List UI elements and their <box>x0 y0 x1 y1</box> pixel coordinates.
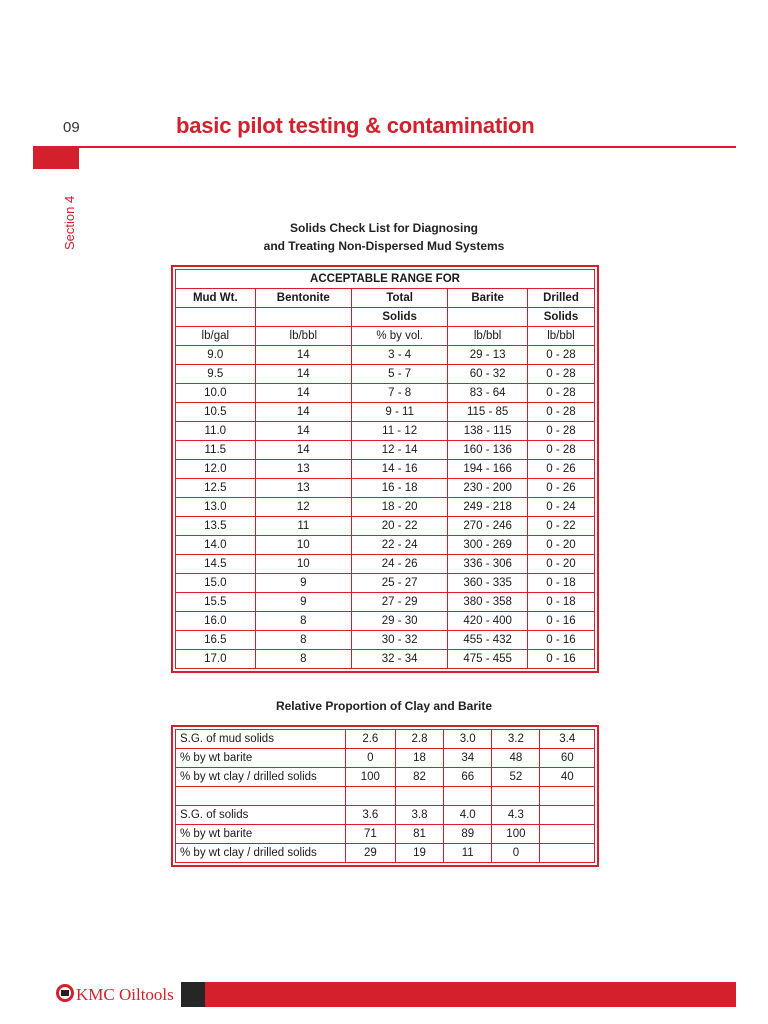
table-row <box>176 730 595 749</box>
table-cell: 3.0 <box>444 730 492 749</box>
table-row <box>176 365 595 384</box>
col-drilled-solids-cont: Solids <box>527 308 594 327</box>
table-cell: 4.0 <box>444 806 492 825</box>
table-cell: 9 <box>255 574 351 593</box>
table-cell <box>540 806 595 825</box>
table-cell: 40 <box>540 768 595 787</box>
table-cell: 0 - 26 <box>527 479 594 498</box>
table-row <box>176 441 595 460</box>
table-cell: 380 - 358 <box>448 593 528 612</box>
table-cell: 15.0 <box>176 574 256 593</box>
table-cell: 11 <box>255 517 351 536</box>
row-label: % by wt clay / drilled solids <box>176 768 346 787</box>
table-cell: 81 <box>395 825 443 844</box>
solids-checklist-body <box>176 327 595 669</box>
kmc-oiltools-logo <box>56 984 174 1005</box>
table1-heading-line1: Solids Check List for Diagnosing <box>289 221 479 235</box>
table-cell: 4.3 <box>492 806 540 825</box>
table-cell: 360 - 335 <box>448 574 528 593</box>
table-row <box>176 650 595 669</box>
table-cell: 0 - 16 <box>527 612 594 631</box>
table-cell: 8 <box>255 650 351 669</box>
table-cell: 29 - 30 <box>351 612 447 631</box>
table-row <box>176 460 595 479</box>
table-cell <box>444 787 492 806</box>
table-cell: 9 <box>255 593 351 612</box>
table-cell <box>492 787 540 806</box>
table-cell: 11 - 12 <box>351 422 447 441</box>
table-cell: 13.5 <box>176 517 256 536</box>
table-cell: 100 <box>492 825 540 844</box>
table-cell <box>540 844 595 863</box>
unit-cell: % by vol. <box>351 327 447 346</box>
table-cell <box>345 787 395 806</box>
table-cell: 138 - 115 <box>448 422 528 441</box>
table-cell: 14 <box>255 384 351 403</box>
col-total-solids: Total <box>351 289 447 308</box>
table-cell: 8 <box>255 612 351 631</box>
table-cell: 14 <box>255 365 351 384</box>
table-cell: 230 - 200 <box>448 479 528 498</box>
table-cell: 27 - 29 <box>351 593 447 612</box>
row-label: S.G. of mud solids <box>176 730 346 749</box>
table-cell: 475 - 455 <box>448 650 528 669</box>
col-barite-cont <box>448 308 528 327</box>
table-cell: 0 - 20 <box>527 555 594 574</box>
table-row <box>176 749 595 768</box>
table-cell <box>540 825 595 844</box>
col-mud-wt-cont <box>176 308 256 327</box>
table-cell: 29 - 13 <box>448 346 528 365</box>
table-cell: 2.6 <box>345 730 395 749</box>
col-barite: Barite <box>448 289 528 308</box>
table-cell: 3 - 4 <box>351 346 447 365</box>
table-cell: 14 <box>255 441 351 460</box>
table2-heading: Relative Proportion of Clay and Barite <box>275 699 493 713</box>
row-label: % by wt clay / drilled solids <box>176 844 346 863</box>
table-cell: 22 - 24 <box>351 536 447 555</box>
table-cell: 12.5 <box>176 479 256 498</box>
solids-checklist-table-frame <box>171 265 599 673</box>
table-cell: 11.5 <box>176 441 256 460</box>
table-cell: 10.0 <box>176 384 256 403</box>
table-cell <box>395 787 443 806</box>
table-cell: 5 - 7 <box>351 365 447 384</box>
table-cell: 115 - 85 <box>448 403 528 422</box>
units-row <box>176 327 595 346</box>
table-cell: 16 - 18 <box>351 479 447 498</box>
table-cell: 83 - 64 <box>448 384 528 403</box>
table-row <box>176 768 595 787</box>
table-row <box>176 498 595 517</box>
table-cell: 14 - 16 <box>351 460 447 479</box>
table-cell: 455 - 432 <box>448 631 528 650</box>
table-cell: 0 - 28 <box>527 346 594 365</box>
table-cell: 17.0 <box>176 650 256 669</box>
table-cell: 420 - 400 <box>448 612 528 631</box>
page-title: basic pilot testing & contamination <box>176 113 535 138</box>
table-cell: 13.0 <box>176 498 256 517</box>
footer-red-bar <box>205 982 736 1007</box>
kmc-logo-icon <box>56 984 74 1002</box>
table-cell: 13 <box>255 460 351 479</box>
table1-heading-line2: and Treating Non-Dispersed Mud Systems <box>263 239 505 253</box>
table-cell: 0 <box>345 749 395 768</box>
table-cell: 3.4 <box>540 730 595 749</box>
table-cell: 19 <box>395 844 443 863</box>
table-cell: 9.5 <box>176 365 256 384</box>
table-cell: 2.8 <box>395 730 443 749</box>
table-cell: 0 - 24 <box>527 498 594 517</box>
table-cell: 0 - 28 <box>527 365 594 384</box>
table-row <box>176 787 595 806</box>
table-row <box>176 555 595 574</box>
table-cell: 249 - 218 <box>448 498 528 517</box>
table-cell: 13 <box>255 479 351 498</box>
col-drilled-solids: Drilled <box>527 289 594 308</box>
table-cell: 0 - 16 <box>527 650 594 669</box>
table-cell: 0 - 28 <box>527 384 594 403</box>
clay-barite-body <box>176 730 595 863</box>
clay-barite-table-frame <box>171 725 599 867</box>
table-row <box>176 422 595 441</box>
table-cell: 11 <box>444 844 492 863</box>
table-row <box>176 631 595 650</box>
table-cell <box>540 787 595 806</box>
row-label: % by wt barite <box>176 825 346 844</box>
table-cell: 60 <box>540 749 595 768</box>
table-cell: 300 - 269 <box>448 536 528 555</box>
table-cell: 82 <box>395 768 443 787</box>
table-cell: 15.5 <box>176 593 256 612</box>
table-row <box>176 574 595 593</box>
acceptable-range-header: ACCEPTABLE RANGE FOR <box>176 270 595 289</box>
table-cell: 18 <box>395 749 443 768</box>
row-label: % by wt barite <box>176 749 346 768</box>
table-cell: 270 - 246 <box>448 517 528 536</box>
table-cell: 12 - 14 <box>351 441 447 460</box>
table-row <box>176 403 595 422</box>
table-cell: 0 - 28 <box>527 403 594 422</box>
table-cell: 16.0 <box>176 612 256 631</box>
table-cell: 0 - 22 <box>527 517 594 536</box>
table-cell: 100 <box>345 768 395 787</box>
table-cell: 0 <box>492 844 540 863</box>
table-cell: 29 <box>345 844 395 863</box>
table-cell: 24 - 26 <box>351 555 447 574</box>
table-cell: 0 - 20 <box>527 536 594 555</box>
table-cell: 32 - 34 <box>351 650 447 669</box>
unit-cell: lb/bbl <box>448 327 528 346</box>
table-cell: 0 - 28 <box>527 441 594 460</box>
logo-text: KMC Oiltools <box>76 985 174 1004</box>
section-tab <box>33 146 79 169</box>
table-cell: 0 - 16 <box>527 631 594 650</box>
solids-checklist-table <box>175 269 595 669</box>
table-cell: 14 <box>255 346 351 365</box>
table-cell: 9 - 11 <box>351 403 447 422</box>
table-cell: 12 <box>255 498 351 517</box>
row-label <box>176 787 346 806</box>
table-cell: 14 <box>255 403 351 422</box>
table-cell: 18 - 20 <box>351 498 447 517</box>
footer-dark-block <box>181 982 205 1007</box>
table-cell: 48 <box>492 749 540 768</box>
table-row <box>176 593 595 612</box>
section-label: Section 4 <box>62 195 77 250</box>
table-cell: 0 - 18 <box>527 593 594 612</box>
table-cell: 14 <box>255 422 351 441</box>
col-bentonite: Bentonite <box>255 289 351 308</box>
table-row <box>176 384 595 403</box>
row-label: S.G. of solids <box>176 806 346 825</box>
unit-cell: lb/bbl <box>255 327 351 346</box>
table-row <box>176 825 595 844</box>
unit-cell: lb/bbl <box>527 327 594 346</box>
table-cell: 11.0 <box>176 422 256 441</box>
table-cell: 8 <box>255 631 351 650</box>
table-cell: 9.0 <box>176 346 256 365</box>
col-bentonite-cont <box>255 308 351 327</box>
table-row <box>176 517 595 536</box>
header-rule <box>33 146 736 148</box>
table1-heading <box>0 219 768 255</box>
table-row <box>176 806 595 825</box>
table-cell: 336 - 306 <box>448 555 528 574</box>
table-cell: 10.5 <box>176 403 256 422</box>
table-cell: 10 <box>255 536 351 555</box>
table-row <box>176 346 595 365</box>
table-cell: 20 - 22 <box>351 517 447 536</box>
col-mud-wt: Mud Wt. <box>176 289 256 308</box>
table-cell: 3.6 <box>345 806 395 825</box>
table-cell: 194 - 166 <box>448 460 528 479</box>
clay-barite-table <box>175 729 595 863</box>
table-cell: 16.5 <box>176 631 256 650</box>
table-cell: 89 <box>444 825 492 844</box>
unit-cell: lb/gal <box>176 327 256 346</box>
table-cell: 0 - 26 <box>527 460 594 479</box>
table-cell: 30 - 32 <box>351 631 447 650</box>
table-row <box>176 612 595 631</box>
page-number: 09 <box>63 119 80 136</box>
table-row <box>176 844 595 863</box>
table-cell: 0 - 18 <box>527 574 594 593</box>
col-total-solids-cont: Solids <box>351 308 447 327</box>
table-cell: 160 - 136 <box>448 441 528 460</box>
table-cell: 0 - 28 <box>527 422 594 441</box>
table-cell: 34 <box>444 749 492 768</box>
table-cell: 12.0 <box>176 460 256 479</box>
table-cell: 14.0 <box>176 536 256 555</box>
table-cell: 3.8 <box>395 806 443 825</box>
table-row <box>176 479 595 498</box>
table-cell: 25 - 27 <box>351 574 447 593</box>
table-cell: 10 <box>255 555 351 574</box>
table-cell: 52 <box>492 768 540 787</box>
table-cell: 71 <box>345 825 395 844</box>
table-cell: 66 <box>444 768 492 787</box>
table-cell: 3.2 <box>492 730 540 749</box>
table-cell: 14.5 <box>176 555 256 574</box>
table-cell: 60 - 32 <box>448 365 528 384</box>
table-row <box>176 536 595 555</box>
table-cell: 7 - 8 <box>351 384 447 403</box>
